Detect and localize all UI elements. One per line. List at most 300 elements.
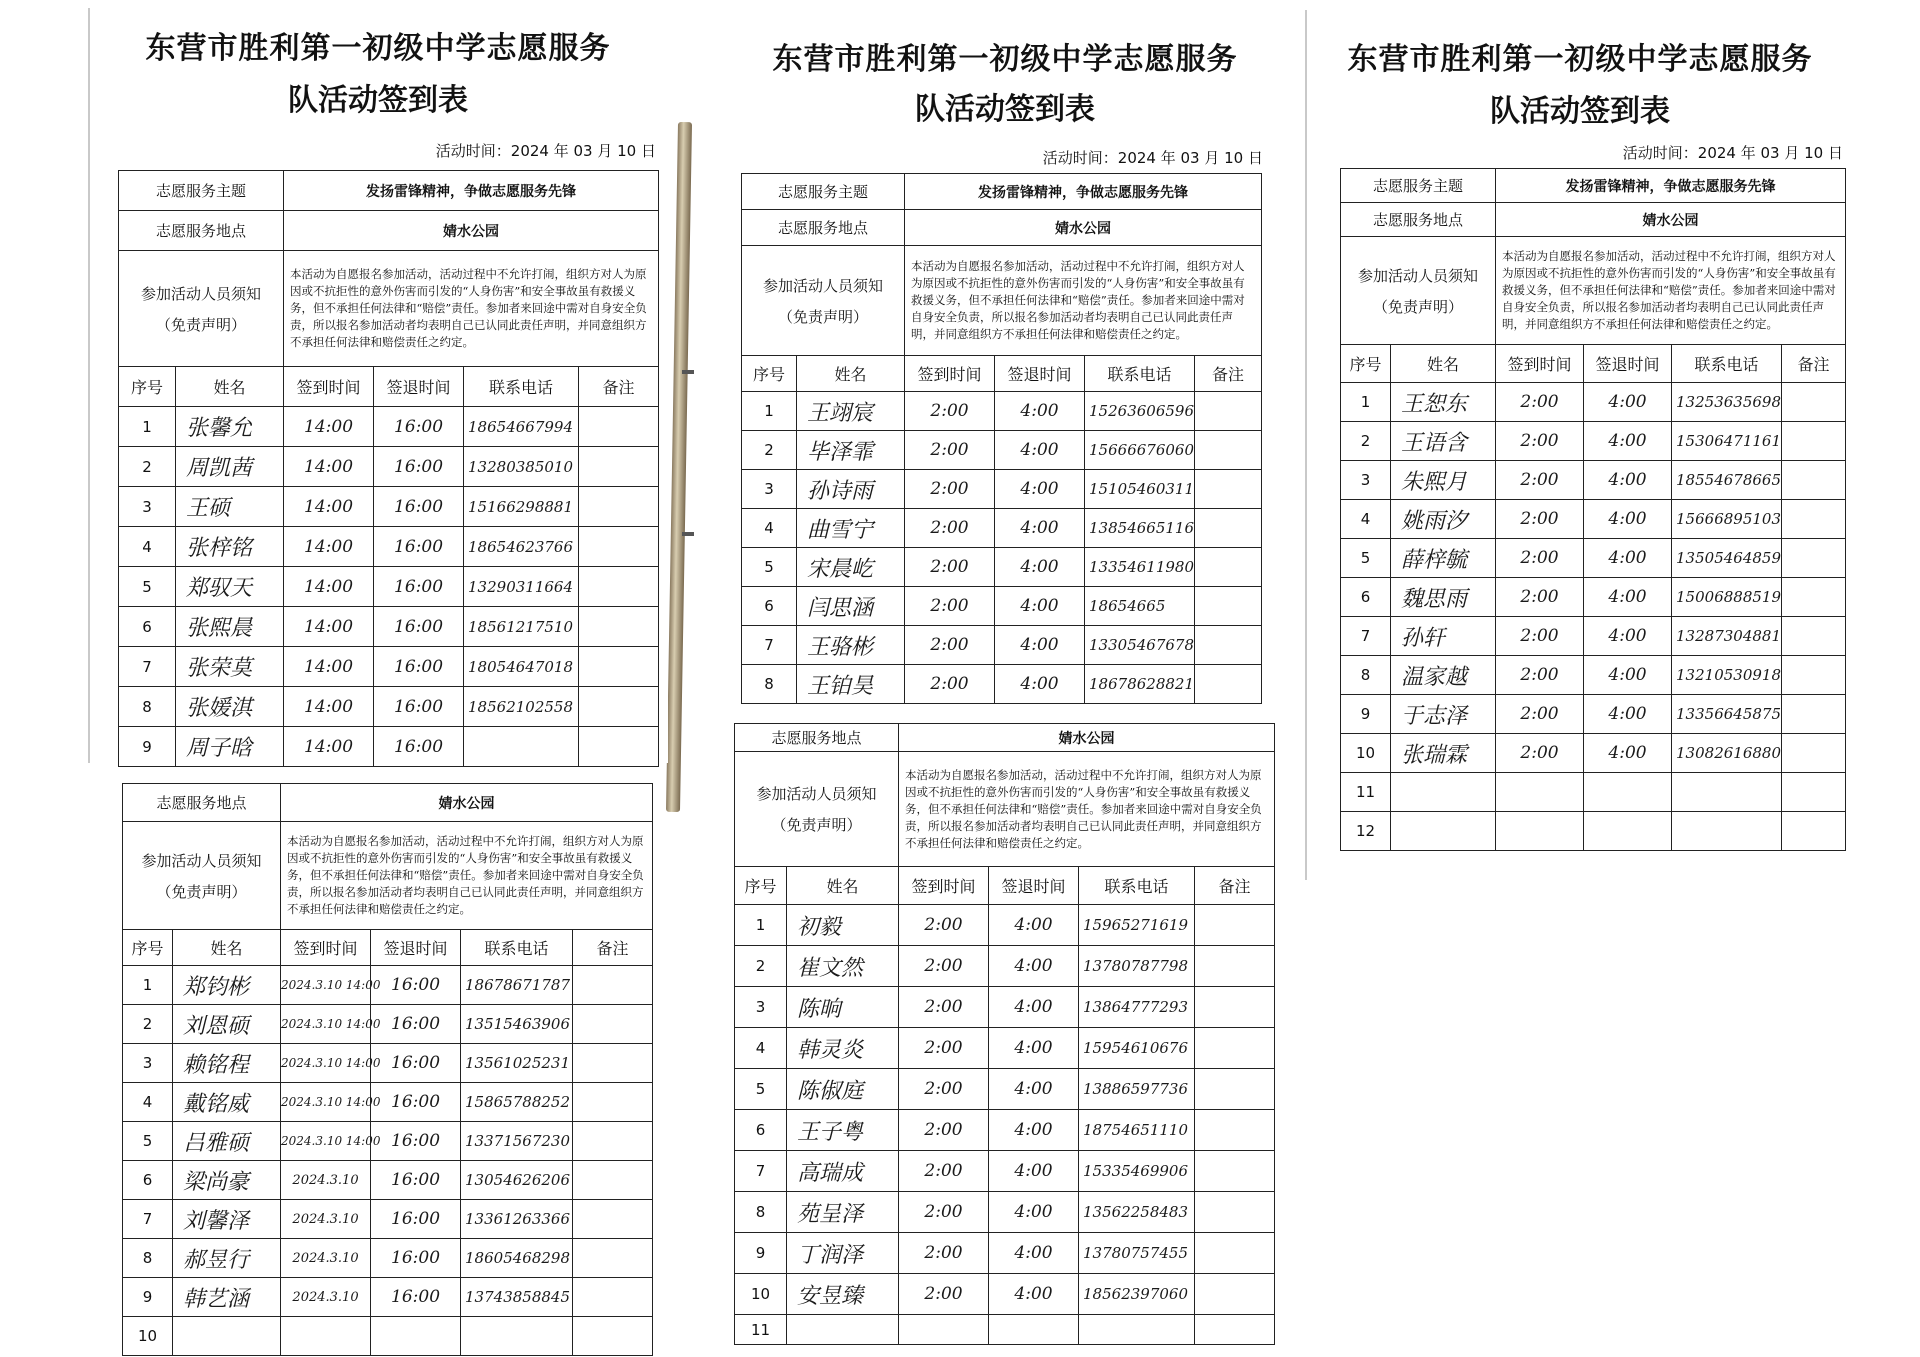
col-header-phone: 联系电话 <box>461 930 573 966</box>
sheet-subtitle: 队活动签到表 <box>1490 94 1670 129</box>
row-in: 14:00 <box>284 727 374 767</box>
row-out: 4:00 <box>989 1192 1079 1233</box>
row-phone: 13280385010 <box>464 447 579 487</box>
row-no: 9 <box>735 1233 787 1274</box>
row-in: 2:00 <box>1496 539 1584 578</box>
row-out: 16:00 <box>374 567 464 607</box>
row-name: 王铂昊 <box>797 665 905 704</box>
row-name: 张馨允 <box>176 407 284 447</box>
row-note <box>1195 548 1262 587</box>
signin-table <box>1340 168 1846 851</box>
table-row <box>735 1315 1275 1345</box>
row-note <box>1782 539 1846 578</box>
notice-label-disclaimer: （免责声明） <box>771 816 862 834</box>
col-header-note: 备注 <box>573 930 653 966</box>
row-no: 3 <box>123 1044 173 1083</box>
row-in <box>1496 773 1584 812</box>
row-in: 2:00 <box>1496 422 1584 461</box>
row-name <box>1391 773 1496 812</box>
row-in: 2:00 <box>1496 461 1584 500</box>
theme-value: 发扬雷锋精神，争做志愿服务先锋 <box>1496 169 1846 203</box>
notice-label <box>742 246 905 356</box>
row-phone: 18654665 <box>1085 587 1195 626</box>
col-header-phone: 联系电话 <box>1672 345 1782 383</box>
col-header-no: 序号 <box>123 930 173 966</box>
col-header-phone: 联系电话 <box>464 367 579 407</box>
row-no: 5 <box>1341 539 1391 578</box>
row-no: 7 <box>1341 617 1391 656</box>
col-header-name: 姓名 <box>787 867 899 905</box>
row-no: 8 <box>735 1192 787 1233</box>
signin-sheet-2 <box>735 18 1275 723</box>
row-note <box>1195 987 1275 1028</box>
row-phone: 15954610676 <box>1079 1028 1195 1069</box>
table-row <box>742 509 1262 548</box>
col-header-in: 签到时间 <box>284 367 374 407</box>
row-name: 王语含 <box>1391 422 1496 461</box>
row-note <box>1195 1274 1275 1315</box>
row-note <box>579 727 659 767</box>
paper-edge <box>1305 10 1307 880</box>
row-no: 11 <box>1341 773 1391 812</box>
row-no: 3 <box>119 487 176 527</box>
row-name: 初毅 <box>787 905 899 946</box>
col-header-out: 签退时间 <box>374 367 464 407</box>
row-name: 戴铭威 <box>173 1083 281 1122</box>
row-no: 2 <box>735 946 787 987</box>
row-no: 12 <box>1341 812 1391 851</box>
row-name: 王子粤 <box>787 1110 899 1151</box>
row-name: 宋晨屹 <box>797 548 905 587</box>
row-name <box>173 1317 281 1356</box>
row-name: 韩艺涵 <box>173 1278 281 1317</box>
row-out: 4:00 <box>1584 383 1672 422</box>
row-note <box>1195 1315 1275 1345</box>
row-phone: 13054626206 <box>461 1161 573 1200</box>
row-name: 梁尚豪 <box>173 1161 281 1200</box>
table-row <box>119 647 659 687</box>
row-no: 4 <box>1341 500 1391 539</box>
notice-label <box>119 251 284 367</box>
col-header-phone: 联系电话 <box>1085 356 1195 392</box>
row-in: 2024.3.10 14:00 <box>281 1005 371 1044</box>
notice-text: 本活动为自愿报名参加活动，活动过程中不允许打闹，组织方对人为原因或不抗拒性的意外伤害而引发的“人身伤害”和安全事故虽有救援义务，但不承担任何法律和“赔偿”责任。参加者来回途中需对自身安全负责，所以报名参加活动者均表明自己已认同此责任声明，并同意组织方不承担任何法律和赔偿责任之约定。 <box>281 822 653 930</box>
row-out: 16:00 <box>371 1005 461 1044</box>
row-out <box>1584 773 1672 812</box>
row-phone: 15666895103 <box>1672 500 1782 539</box>
place-label: 志愿服务地点 <box>735 724 899 752</box>
row-in: 2:00 <box>899 1192 989 1233</box>
row-out: 4:00 <box>989 1069 1079 1110</box>
row-note <box>1195 1069 1275 1110</box>
row-out: 16:00 <box>371 1122 461 1161</box>
row-out: 4:00 <box>995 665 1085 704</box>
row-out: 4:00 <box>989 1151 1079 1192</box>
sheet-title: 东营市胜利第一初级中学志愿服务 <box>1347 42 1813 77</box>
row-name: 王硕 <box>176 487 284 527</box>
row-in <box>281 1317 371 1356</box>
row-in: 2:00 <box>899 1110 989 1151</box>
row-no: 2 <box>1341 422 1391 461</box>
notice-text: 本活动为自愿报名参加活动，活动过程中不允许打闹，组织方对人为原因或不抗拒性的意外伤害而引发的“人身伤害”和安全事故虽有救援义务，但不承担任何法律和“赔偿”责任。参加者来回途中需对自身安全负责，所以报名参加活动者均表明自己已认同此责任声明，并同意组织方不承担任何法律和赔偿责任之约定。 <box>899 752 1275 867</box>
row-phone: 13354611980 <box>1085 548 1195 587</box>
place-value: 婧水公园 <box>281 784 653 822</box>
row-out: 16:00 <box>374 647 464 687</box>
place-label: 志愿服务地点 <box>119 211 284 251</box>
col-header-note: 备注 <box>579 367 659 407</box>
row-phone: 13210530918 <box>1672 656 1782 695</box>
table-row <box>735 946 1275 987</box>
row-out: 4:00 <box>995 587 1085 626</box>
row-phone: 13290311664 <box>464 567 579 607</box>
row-in: 2:00 <box>1496 734 1584 773</box>
table-row <box>742 548 1262 587</box>
row-note <box>1195 1151 1275 1192</box>
binder-clip <box>666 122 692 812</box>
row-note <box>1195 470 1262 509</box>
row-name: 孙诗雨 <box>797 470 905 509</box>
row-phone <box>461 1317 573 1356</box>
row-no: 1 <box>123 966 173 1005</box>
row-note <box>1195 626 1262 665</box>
row-out <box>989 1315 1079 1345</box>
row-phone: 18554678665 <box>1672 461 1782 500</box>
table-row <box>123 1083 653 1122</box>
row-out: 16:00 <box>374 527 464 567</box>
row-note <box>1782 461 1846 500</box>
row-note <box>1782 812 1846 851</box>
row-note <box>573 1005 653 1044</box>
row-phone: 18561217510 <box>464 607 579 647</box>
row-name: 温家越 <box>1391 656 1496 695</box>
theme-label: 志愿服务主题 <box>1341 169 1496 203</box>
row-note <box>1195 587 1262 626</box>
row-in: 2:00 <box>899 1028 989 1069</box>
row-out: 4:00 <box>1584 539 1672 578</box>
row-in: 14:00 <box>284 487 374 527</box>
table-row <box>1341 656 1846 695</box>
row-no: 6 <box>742 587 797 626</box>
row-out: 16:00 <box>371 1278 461 1317</box>
row-note <box>1782 734 1846 773</box>
row-note <box>1195 946 1275 987</box>
row-no: 2 <box>123 1005 173 1044</box>
row-out: 4:00 <box>989 946 1079 987</box>
row-note <box>573 1317 653 1356</box>
row-in: 2:00 <box>905 548 995 587</box>
place-value: 婧水公园 <box>1496 203 1846 237</box>
table-row <box>119 407 659 447</box>
row-name: 张梓铭 <box>176 527 284 567</box>
table-row <box>123 966 653 1005</box>
row-note <box>579 687 659 727</box>
col-header-out: 签退时间 <box>989 867 1079 905</box>
row-phone: 13780757455 <box>1079 1233 1195 1274</box>
table-row <box>742 392 1262 431</box>
row-out: 16:00 <box>371 1083 461 1122</box>
signin-table <box>118 170 659 767</box>
table-row <box>1341 422 1846 461</box>
row-in: 14:00 <box>284 407 374 447</box>
binder-hook <box>682 532 694 536</box>
row-name: 苑呈泽 <box>787 1192 899 1233</box>
notice-text: 本活动为自愿报名参加活动，活动过程中不允许打闹，组织方对人为原因或不抗拒性的意外伤害而引发的“人身伤害”和安全事故虽有救援义务，但不承担任何法律和“赔偿”责任。参加者来回途中需对自身安全负责，所以报名参加活动者均表明自己已认同此责任声明，并同意组织方不承担任何法律和赔偿责任之约定。 <box>905 246 1262 356</box>
row-name: 毕泽霏 <box>797 431 905 470</box>
place-label: 志愿服务地点 <box>742 210 905 246</box>
row-in: 2:00 <box>899 987 989 1028</box>
row-in: 2:00 <box>905 431 995 470</box>
notice-label <box>123 822 281 930</box>
col-header-out: 签退时间 <box>995 356 1085 392</box>
row-phone: 13561025231 <box>461 1044 573 1083</box>
row-name <box>787 1315 899 1345</box>
col-header-name: 姓名 <box>797 356 905 392</box>
row-phone: 15965271619 <box>1079 905 1195 946</box>
row-note <box>579 487 659 527</box>
row-name: 刘恩硕 <box>173 1005 281 1044</box>
row-no: 11 <box>735 1315 787 1345</box>
row-note <box>1195 1110 1275 1151</box>
row-no: 8 <box>742 665 797 704</box>
row-no: 6 <box>1341 578 1391 617</box>
table-row <box>735 1069 1275 1110</box>
place-label: 志愿服务地点 <box>1341 203 1496 237</box>
row-no: 10 <box>1341 734 1391 773</box>
table-row <box>735 1110 1275 1151</box>
theme-label: 志愿服务主题 <box>742 174 905 210</box>
row-phone: 13356645875 <box>1672 695 1782 734</box>
table-row <box>735 1151 1275 1192</box>
row-out: 4:00 <box>989 1233 1079 1274</box>
theme-value: 发扬雷锋精神，争做志愿服务先锋 <box>905 174 1262 210</box>
table-row <box>119 607 659 647</box>
notice-label-title: 参加活动人员须知 <box>756 785 877 803</box>
notice-text: 本活动为自愿报名参加活动，活动过程中不允许打闹，组织方对人为原因或不抗拒性的意外伤害而引发的“人身伤害”和安全事故虽有救援义务，但不承担任何法律和“赔偿”责任。参加者来回途中需对自身安全负责，所以报名参加活动者均表明自己已认同此责任声明，并同意组织方不承担任何法律和赔偿责任之约定。 <box>1496 237 1846 345</box>
row-note <box>573 1278 653 1317</box>
table-row <box>123 1200 653 1239</box>
row-out: 4:00 <box>1584 734 1672 773</box>
row-phone: 13780787798 <box>1079 946 1195 987</box>
row-out: 4:00 <box>989 905 1079 946</box>
table-row <box>1341 500 1846 539</box>
table-row <box>119 727 659 767</box>
row-name: 王翊宸 <box>797 392 905 431</box>
table-row <box>1341 734 1846 773</box>
row-phone: 13515463906 <box>461 1005 573 1044</box>
row-phone: 15166298881 <box>464 487 579 527</box>
table-row <box>123 1044 653 1083</box>
row-phone: 15666676060 <box>1085 431 1195 470</box>
row-in: 2:00 <box>905 470 995 509</box>
row-out <box>1584 812 1672 851</box>
row-note <box>1195 1192 1275 1233</box>
activity-date: 活动时间：2024 年 03 月 10 日 <box>1622 144 1843 162</box>
row-phone: 15865788252 <box>461 1083 573 1122</box>
signin-sheet-1 <box>88 8 668 763</box>
col-header-no: 序号 <box>735 867 787 905</box>
row-name: 吕雅硕 <box>173 1122 281 1161</box>
row-phone: 18654623766 <box>464 527 579 567</box>
row-in: 14:00 <box>284 647 374 687</box>
row-name: 高瑞成 <box>787 1151 899 1192</box>
row-name: 魏思雨 <box>1391 578 1496 617</box>
row-no: 6 <box>735 1110 787 1151</box>
col-header-out: 签退时间 <box>1584 345 1672 383</box>
notice-text: 本活动为自愿报名参加活动，活动过程中不允许打闹，组织方对人为原因或不抗拒性的意外伤害而引发的“人身伤害”和安全事故虽有救援义务，但不承担任何法律和“赔偿”责任。参加者来回途中需对自身安全负责，所以报名参加活动者均表明自己已认同此责任声明，并同意组织方不承担任何法律和赔偿责任之约定。 <box>284 251 659 367</box>
row-phone: 13743858845 <box>461 1278 573 1317</box>
row-in: 2:00 <box>899 1069 989 1110</box>
table-row <box>1341 812 1846 851</box>
place-value: 婧水公园 <box>905 210 1262 246</box>
row-note <box>1195 1028 1275 1069</box>
row-note <box>1195 392 1262 431</box>
row-no: 6 <box>123 1161 173 1200</box>
row-in: 2024.3.10 14:00 <box>281 1044 371 1083</box>
row-out: 16:00 <box>374 727 464 767</box>
row-no: 1 <box>1341 383 1391 422</box>
row-no: 7 <box>735 1151 787 1192</box>
signin-table <box>122 783 653 1356</box>
row-name: 王骆彬 <box>797 626 905 665</box>
row-note <box>1195 665 1262 704</box>
table-row <box>119 527 659 567</box>
row-phone: 13371567230 <box>461 1122 573 1161</box>
notice-label-disclaimer: （免责声明） <box>156 315 247 334</box>
row-note <box>573 1083 653 1122</box>
row-out: 16:00 <box>374 687 464 727</box>
row-out: 4:00 <box>995 392 1085 431</box>
notice-label-title: 参加活动人员须知 <box>1358 266 1479 285</box>
sheet-title: 东营市胜利第一初级中学志愿服务 <box>772 42 1238 77</box>
row-in: 2:00 <box>899 1274 989 1315</box>
col-header-in: 签到时间 <box>899 867 989 905</box>
row-in: 2:00 <box>905 509 995 548</box>
row-phone: 18754651110 <box>1079 1110 1195 1151</box>
row-note <box>1782 422 1846 461</box>
row-name <box>1391 812 1496 851</box>
row-name: 姚雨汐 <box>1391 500 1496 539</box>
row-name: 陈晌 <box>787 987 899 1028</box>
row-phone: 18054647018 <box>464 647 579 687</box>
row-in: 2:00 <box>905 626 995 665</box>
row-no: 9 <box>123 1278 173 1317</box>
row-note <box>579 647 659 687</box>
table-row <box>1341 461 1846 500</box>
row-phone: 18562397060 <box>1079 1274 1195 1315</box>
row-no: 10 <box>735 1274 787 1315</box>
row-no: 9 <box>1341 695 1391 734</box>
row-in: 14:00 <box>284 527 374 567</box>
row-note <box>1195 509 1262 548</box>
table-row <box>119 567 659 607</box>
signin-sheet-3 <box>1305 10 1855 880</box>
row-no: 2 <box>742 431 797 470</box>
signin-sheet-5 <box>728 718 1283 1357</box>
row-no: 5 <box>735 1069 787 1110</box>
row-name: 孙轩 <box>1391 617 1496 656</box>
table-row <box>1341 617 1846 656</box>
place-value: 婧水公园 <box>284 211 659 251</box>
col-header-note: 备注 <box>1195 356 1262 392</box>
row-no: 3 <box>742 470 797 509</box>
row-in: 2:00 <box>1496 383 1584 422</box>
row-out: 16:00 <box>371 1200 461 1239</box>
row-in: 2:00 <box>899 946 989 987</box>
col-header-no: 序号 <box>1341 345 1391 383</box>
table-row <box>123 1122 653 1161</box>
row-phone: 15306471161 <box>1672 422 1782 461</box>
row-phone <box>1672 773 1782 812</box>
table-row <box>1341 383 1846 422</box>
row-name: 周凯茜 <box>176 447 284 487</box>
row-in: 2:00 <box>1496 500 1584 539</box>
row-out: 4:00 <box>1584 695 1672 734</box>
row-in: 2024.3.10 <box>281 1278 371 1317</box>
row-out: 4:00 <box>989 1110 1079 1151</box>
row-no: 5 <box>742 548 797 587</box>
table-row <box>1341 578 1846 617</box>
row-no: 5 <box>123 1122 173 1161</box>
row-no: 7 <box>123 1200 173 1239</box>
row-no: 8 <box>119 687 176 727</box>
row-no: 8 <box>1341 656 1391 695</box>
row-name: 韩灵炎 <box>787 1028 899 1069</box>
row-no: 4 <box>119 527 176 567</box>
row-name: 张媛淇 <box>176 687 284 727</box>
row-name: 薛梓毓 <box>1391 539 1496 578</box>
col-header-in: 签到时间 <box>905 356 995 392</box>
row-no: 9 <box>119 727 176 767</box>
row-in: 14:00 <box>284 607 374 647</box>
sheet-subtitle: 队活动签到表 <box>288 83 468 118</box>
row-note <box>1782 773 1846 812</box>
row-phone <box>464 727 579 767</box>
table-row <box>119 447 659 487</box>
row-out: 16:00 <box>371 966 461 1005</box>
row-name: 张熙晨 <box>176 607 284 647</box>
row-in: 2:00 <box>899 1233 989 1274</box>
col-header-in: 签到时间 <box>1496 345 1584 383</box>
table-row <box>123 1005 653 1044</box>
row-phone: 18678671787 <box>461 966 573 1005</box>
row-phone: 13305467678 <box>1085 626 1195 665</box>
table-row <box>119 687 659 727</box>
row-out: 4:00 <box>989 1028 1079 1069</box>
row-note <box>1782 500 1846 539</box>
row-phone <box>1672 812 1782 851</box>
notice-label-title: 参加活动人员须知 <box>763 276 884 295</box>
signin-table <box>741 173 1262 704</box>
notice-label-disclaimer: （免责声明） <box>1373 297 1464 316</box>
row-out: 4:00 <box>995 470 1085 509</box>
table-row <box>735 1233 1275 1274</box>
row-phone: 13864777293 <box>1079 987 1195 1028</box>
row-in: 2:00 <box>899 1151 989 1192</box>
row-in: 2:00 <box>1496 656 1584 695</box>
col-header-note: 备注 <box>1195 867 1275 905</box>
col-header-phone: 联系电话 <box>1079 867 1195 905</box>
table-row <box>742 587 1262 626</box>
row-note <box>1782 656 1846 695</box>
row-out: 4:00 <box>995 626 1085 665</box>
sheet-title: 东营市胜利第一初级中学志愿服务 <box>145 31 611 66</box>
row-out: 16:00 <box>371 1161 461 1200</box>
row-in: 14:00 <box>284 447 374 487</box>
place-value: 婧水公园 <box>899 724 1275 752</box>
row-in: 2024.3.10 <box>281 1239 371 1278</box>
row-out: 16:00 <box>371 1044 461 1083</box>
table-row <box>742 626 1262 665</box>
